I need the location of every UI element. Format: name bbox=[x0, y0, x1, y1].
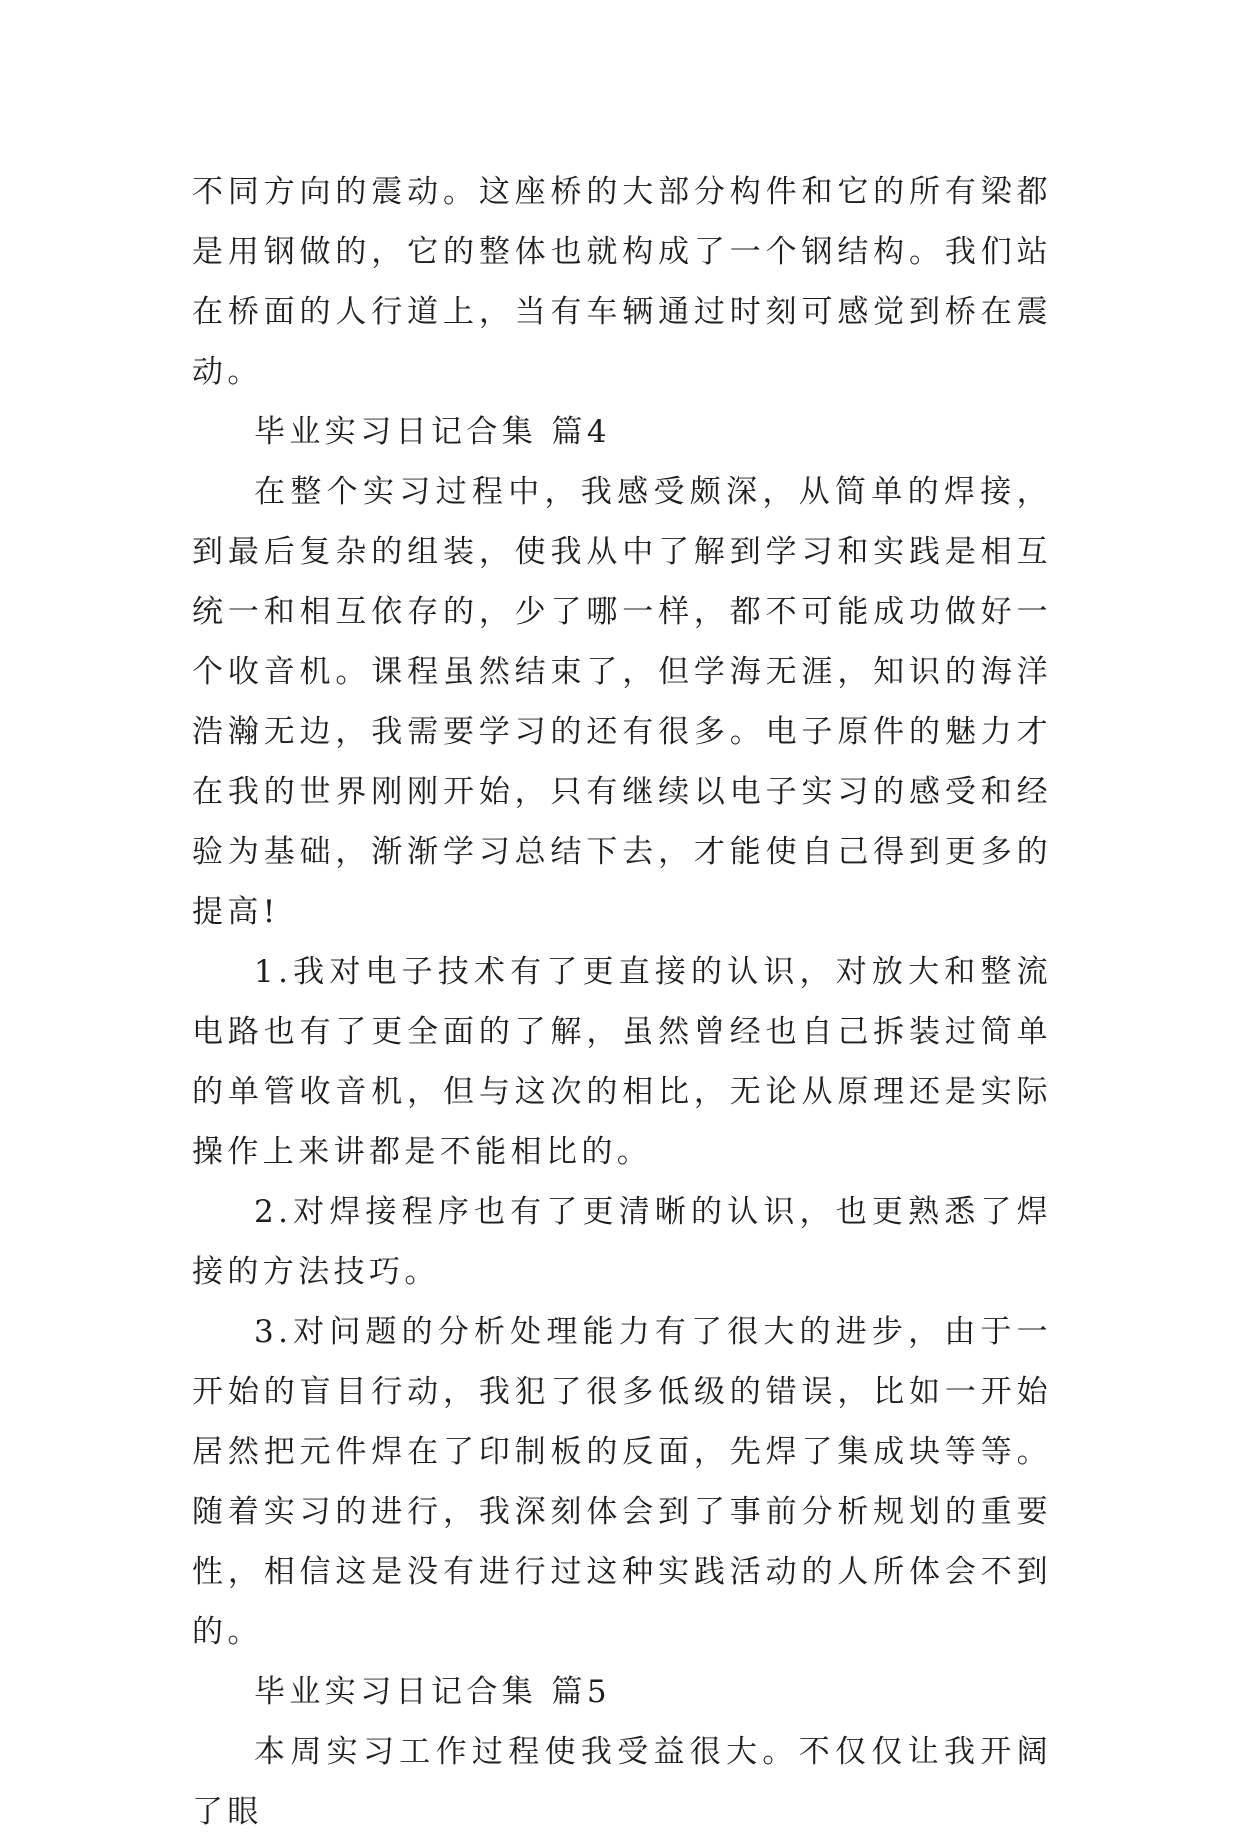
paragraph-reflection: 在整个实习过程中，我感受颇深，从简单的焊接，到最后复杂的组装，使我从中了解到学习和实践是相互统一和相互依存的，少了哪一样，都不可能成功做好一个收音机。课程虽然结束了，但学海无涯，知识的海洋浩瀚无边，我需要学习的还有很多。电子原件的魅力才在我的世界刚刚开始，只有继续以电子实习的感受和经验为基础，渐渐学习总结下去，才能使自己得到更多的提高! bbox=[192, 474, 1052, 930]
section-heading-5: 毕业实习日记合集 篇5 bbox=[254, 1674, 611, 1710]
paragraph-point-3: 3.对问题的分析处理能力有了很大的进步，由于一开始的盲目行动，我犯了很多低级的错误，比如一开始居然把元件焊在了印制板的反面，先焊了集成块等等。随着实习的进行，我深刻体会到了事前分析规划的重要性，相信这是没有进行过这种实践活动的人所体会不到的。 bbox=[192, 1314, 1052, 1650]
paragraph-continuation: 不同方向的震动。这座桥的大部分构件和它的所有梁都是用钢做的，它的整体也就构成了一个钢结构。我们站在桥面的人行道上，当有车辆通过时刻可感觉到桥在震动。 bbox=[192, 174, 1052, 390]
paragraph-point-2: 2.对焊接程序也有了更清晰的认识，也更熟悉了焊接的方法技巧。 bbox=[192, 1194, 1052, 1290]
section-heading-4: 毕业实习日记合集 篇4 bbox=[254, 414, 611, 450]
paragraph-point-1: 1.我对电子技术有了更直接的认识，对放大和整流电路也有了更全面的了解，虽然曾经也自己拆装过简单的单管收音机，但与这次的相比，无论从原理还是实际操作上来讲都是不能相比的。 bbox=[192, 954, 1052, 1170]
document-body bbox=[192, 162, 1052, 1842]
paragraph-week-summary: 本周实习工作过程使我受益很大。不仅仅让我开阔了眼 bbox=[192, 1734, 1052, 1830]
